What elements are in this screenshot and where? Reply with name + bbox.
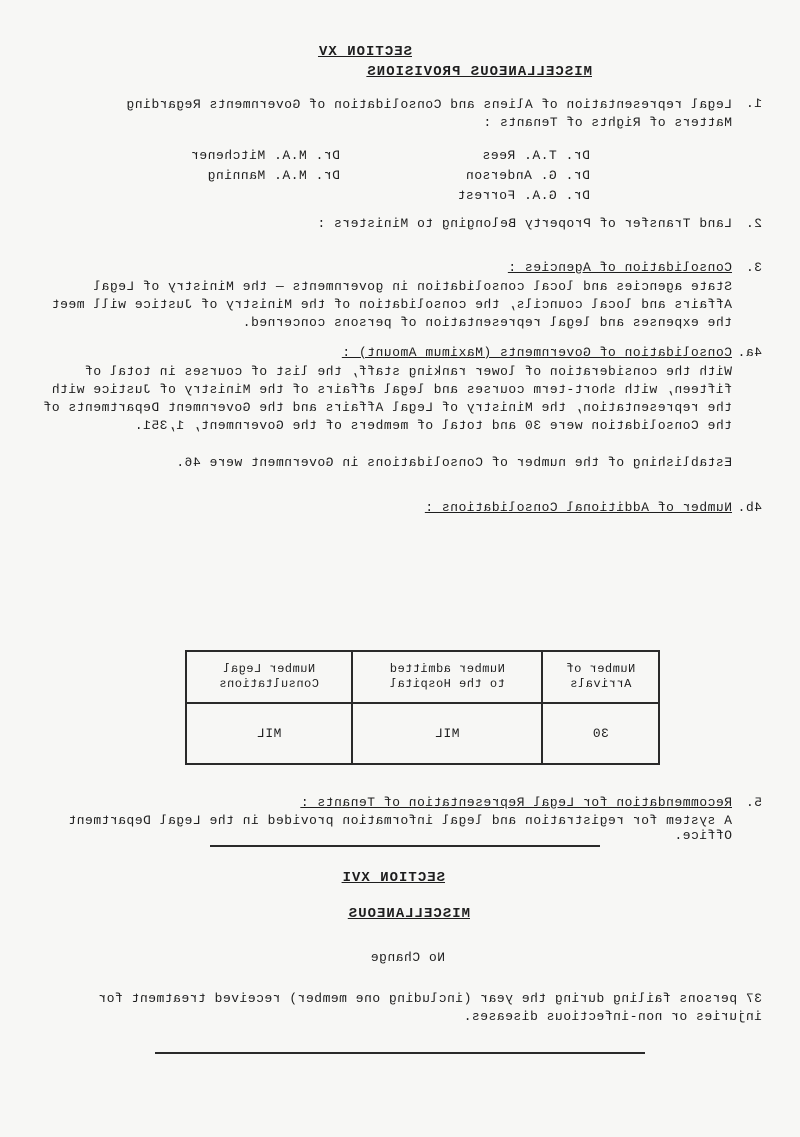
item-text: Legal representation of Aliens and Consolidation of Governments Regarding Matters of Rights of Tenants :	[126, 97, 732, 130]
paragraph: State agencies and local consolidation in governments — the Ministry of Legal Affairs and local councils, the consolidation of the Ministry of Justice will meet the expenses and legal representation of persons concerned.	[51, 279, 732, 330]
column-header: Number Legal Consultations	[186, 651, 352, 703]
item-text: Land Transfer of Property Belonging to Ministers :	[316, 216, 732, 231]
divider	[155, 1052, 645, 1054]
item-number: 4b.	[737, 500, 762, 515]
section-title: MISCELLANEOUS PROVISIONS	[366, 64, 592, 80]
table-row	[186, 703, 659, 764]
column-header: Number of Arrivals	[542, 651, 659, 703]
list-left: Dr. T.A. Rees	[482, 148, 590, 163]
item-number: 1.	[745, 96, 762, 111]
item-number: 5.	[745, 795, 762, 810]
item-number: 3.	[745, 260, 762, 275]
table-header-row	[186, 651, 659, 703]
paragraph: A system for registration and legal information provided in the Legal Department Office.	[67, 813, 732, 843]
divider	[210, 845, 600, 847]
list-left: Dr. G.A. Forrest	[457, 188, 590, 203]
item-text: Consolidation of Governments (Maximum Amount) :	[341, 345, 732, 360]
list-right: Dr. M.A. Mitchener	[190, 148, 340, 163]
section-heading: SECTION XV	[317, 44, 412, 60]
table-cell: MIL	[186, 703, 352, 764]
paragraph: Establishing of the number of Consolidations in Government were 46.	[175, 455, 732, 470]
item-number: 4a.	[737, 345, 762, 360]
item-number: 2.	[745, 216, 762, 231]
paragraph: 37 persons failing during the year (including one member) received treatment for injuries or non-infectious diseases.	[97, 991, 762, 1024]
item-text: Consolidation of Agencies :	[507, 260, 732, 275]
section-heading: SECTION XVI	[341, 870, 445, 886]
column-header: Number admitted to the Hospital	[352, 651, 542, 703]
section-title: MISCELLANEOUS	[347, 906, 470, 922]
item-text: Recommendation for Legal Representation of Tenants :	[300, 795, 732, 810]
item-text: Number of Additional Consolidations :	[424, 500, 732, 515]
statistics-table	[185, 650, 660, 765]
table-cell: MIL	[352, 703, 542, 764]
section-subtitle: No Change	[370, 950, 445, 965]
table-cell: 30	[542, 703, 659, 764]
paragraph: With the consideration of lower ranking staff, the list of courses in total of fifteen, with short-term courses and legal affairs of the Ministry of Justice with the representation, the Ministry of Legal Affairs and the Government Departments of the Consolidation were 30 and total of members of the Government, 1,351.	[42, 364, 732, 433]
list-right: Dr. M.A. Manning	[207, 168, 340, 183]
list-left: Dr. G. Anderson	[465, 168, 590, 183]
